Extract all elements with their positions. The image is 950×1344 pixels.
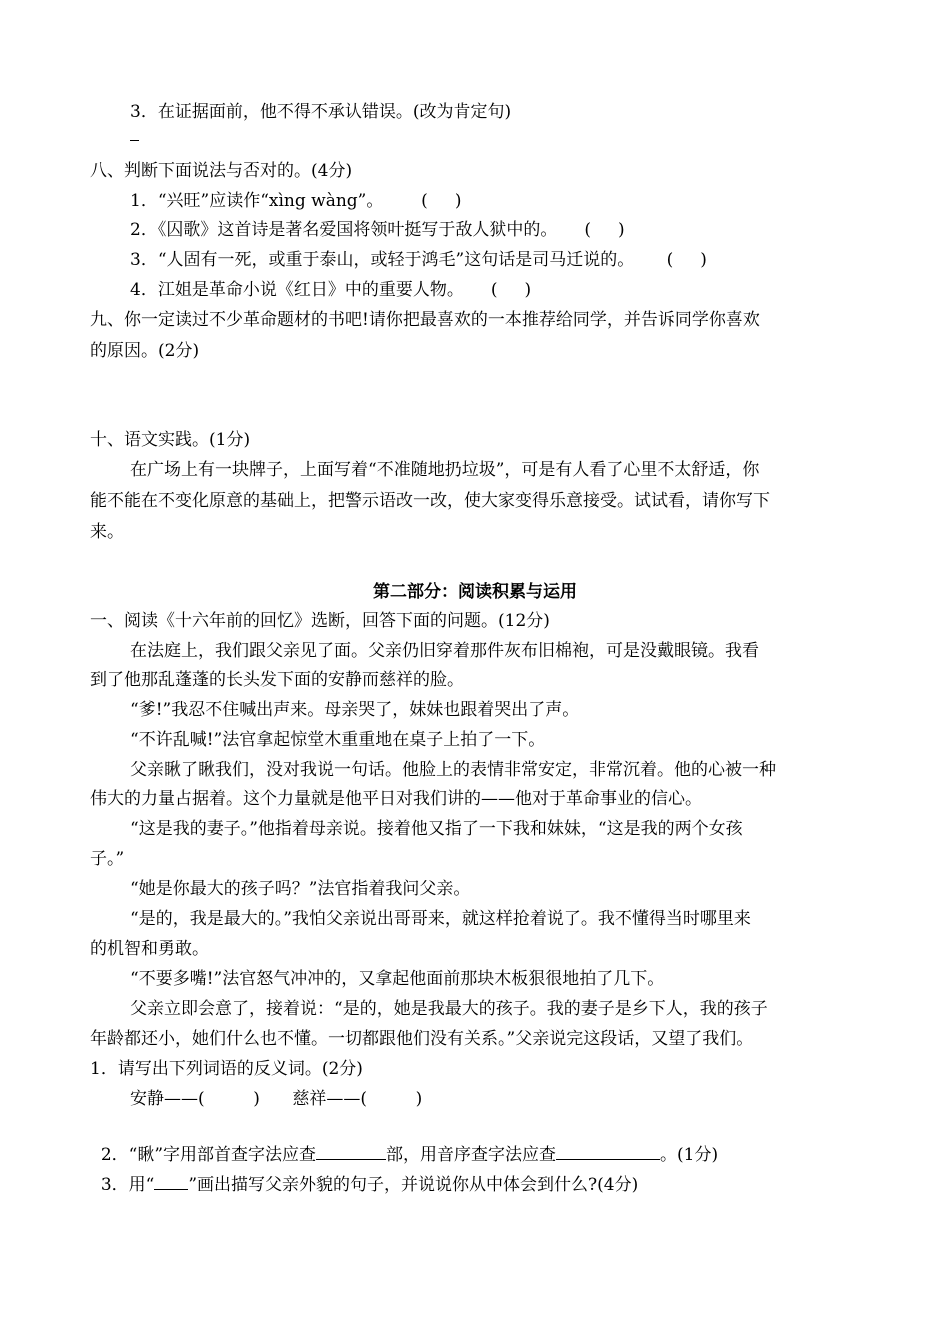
text-cursor bbox=[130, 140, 139, 141]
reading-p2: “爹!”我忍不住喊出声来。母亲哭了，妹妹也跟着哭出了声。 bbox=[130, 700, 580, 720]
reading-p9b: 年龄都还小，她们什么也不懂。一切都跟他们没有关系。”父亲说完这段话，又望了我们。 bbox=[90, 1029, 754, 1049]
sec7-q3: 3．在证据面前，他不得不承认错误。(改为肯定句) bbox=[130, 102, 512, 122]
reading-p8: “不要多嘴!”法官怒气冲冲的，又拿起他面前那块木板狠很地拍了几下。 bbox=[130, 969, 665, 989]
reading-p4a: 父亲瞅了瞅我们，没对我说一句话。他脸上的表情非常安定，非常沉着。他的心被一种 bbox=[130, 760, 776, 780]
reading-p4b: 伟大的力量占据着。这个力量就是他平日对我们讲的——他对于革命事业的信心。 bbox=[90, 789, 702, 809]
reading-p3: “不许乱喊!”法官拿起惊堂木重重地在桌子上拍了一下。 bbox=[130, 730, 546, 750]
sec10-line-2: 能不能在不变化原意的基础上，把警示语改一改，使大家变得乐意接受。试试看，请你写下 bbox=[90, 491, 770, 511]
reading-p6: “她是你最大的孩子吗？”法官指着我问父亲。 bbox=[130, 879, 471, 899]
question-2-text-a: 2．“瞅”字用部首查字法应查 bbox=[100, 1145, 317, 1165]
reading-title: 一、阅读《十六年前的回忆》选断，回答下面的问题。(12分) bbox=[90, 611, 550, 631]
sec9-line-1: 九、你一定读过不少革命题材的书吧!请你把最喜欢的一本推荐给同学，并告诉同学你喜欢 bbox=[90, 310, 760, 330]
reading-p7a: “是的，我是最大的。”我怕父亲说出哥哥来，就这样抢着说了。我不懂得当时哪里来 bbox=[130, 909, 751, 929]
question-3-text-a: 3．用“ bbox=[100, 1175, 155, 1195]
underline-sample bbox=[154, 1171, 188, 1190]
sec9-line-2: 的原因。(2分) bbox=[90, 341, 200, 361]
sec8-item-3: 3．“人固有一死，或重于泰山，或轻于鸿毛”这句话是司马迁说的。 ( ) bbox=[130, 250, 707, 270]
reading-p5b: 子。” bbox=[90, 849, 125, 869]
sec8-title: 八、判断下面说法与否对的。(4分) bbox=[90, 161, 353, 181]
question-3-text-b: ”画出描写父亲外貌的句子，并说说你从中体会到什么?(4分) bbox=[188, 1175, 639, 1195]
sec10-line-1: 在广场上有一块牌子，上面写着“不准随地扔垃圾”，可是有人看了心里不太舒适，你 bbox=[130, 460, 760, 480]
question-2-text-c: 。(1分) bbox=[660, 1145, 719, 1165]
sec8-item-2: 2．《囚歌》这首诗是著名爱国将领叶挺写于敌人狱中的。 ( ) bbox=[130, 220, 625, 240]
part2-title: 第二部分：阅读积累与运用 bbox=[373, 582, 577, 602]
question-2-text-b: 部，用音序查字法应查 bbox=[386, 1145, 557, 1165]
question-1: 1．请写出下列词语的反义词。(2分) bbox=[90, 1059, 363, 1079]
sec8-item-1: 1．“兴旺”应读作“xìng wàng”。 ( ) bbox=[130, 191, 462, 211]
reading-p1b: 到了他那乱蓬蓬的长头发下面的安静而慈祥的脸。 bbox=[90, 670, 464, 690]
question-3 bbox=[90, 1147, 638, 1197]
reading-p1a: 在法庭上，我们跟父亲见了面。父亲仍旧穿着那件灰布旧棉袍，可是没戴眼镜。我看 bbox=[130, 641, 759, 661]
reading-p7b: 的机智和勇敢。 bbox=[90, 939, 209, 959]
question-1-items: 安静——( ) 慈祥——( ) bbox=[130, 1089, 423, 1109]
sec10-line-3: 来。 bbox=[90, 522, 124, 542]
sec8-item-4: 4．江姐是革命小说《红日》中的重要人物。 ( ) bbox=[130, 280, 532, 300]
reading-p9a: 父亲立即会意了，接着说：“是的，她是我最大的孩子。我的妻子是乡下人，我的孩子 bbox=[130, 999, 768, 1019]
reading-p5a: “这是我的妻子。”他指着母亲说。接着他又指了一下我和妹妹，“这是我的两个女孩 bbox=[130, 819, 743, 839]
sec10-title: 十、语文实践。(1分) bbox=[90, 430, 251, 450]
